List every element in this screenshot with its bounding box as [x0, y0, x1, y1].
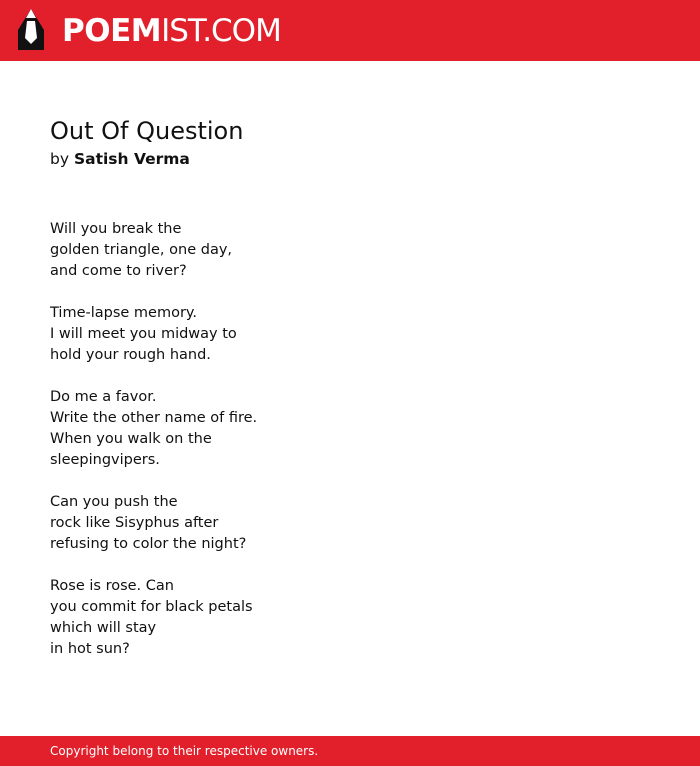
poem-stanza: [50, 387, 650, 471]
poem-line: When you walk on the: [50, 431, 212, 447]
poem-author: Satish Verma: [73, 150, 190, 168]
pencil-tip-icon[interactable]: [16, 8, 46, 52]
poem-line: Rose is rose. Can: [50, 578, 174, 594]
poem-line: Can you push the: [50, 494, 178, 510]
poem-body: [50, 219, 650, 681]
logo-light-text: IST.COM: [161, 13, 281, 49]
poem-line: Write the other name of fire.: [50, 410, 258, 426]
logo-bold-text: POEM: [62, 13, 162, 49]
poem-line: and come to river?: [50, 263, 187, 279]
poem-title: Out Of Question: [50, 117, 244, 145]
poem-line: I will meet you midway to: [50, 326, 237, 342]
copyright-notice: Copyright belong to their respective owners.: [50, 744, 319, 758]
poem-line: Will you break the: [50, 221, 182, 237]
poem-line: in hot sun?: [50, 641, 130, 657]
poem-line: which will stay: [50, 620, 157, 636]
site-footer: [0, 736, 700, 766]
poem-line: Do me a favor.: [50, 389, 157, 405]
poem-line: refusing to color the night?: [50, 536, 247, 552]
poem-line: Time-lapse memory.: [50, 305, 198, 321]
site-logo-link[interactable]: [62, 11, 281, 51]
poem-line: sleepingvipers.: [50, 452, 160, 468]
poem-stanza: [50, 492, 650, 555]
poem-line: hold your rough hand.: [50, 347, 211, 363]
site-header: [0, 0, 700, 61]
poem-stanza: [50, 219, 650, 282]
byline-prefix: by: [50, 150, 70, 168]
poem-stanza: [50, 303, 650, 366]
poem-stanza: [50, 576, 650, 660]
poem-line: you commit for black petals: [50, 599, 253, 615]
poem-line: rock like Sisyphus after: [50, 515, 219, 531]
poem-line: golden triangle, one day,: [50, 242, 233, 258]
poem-byline: [50, 149, 190, 169]
